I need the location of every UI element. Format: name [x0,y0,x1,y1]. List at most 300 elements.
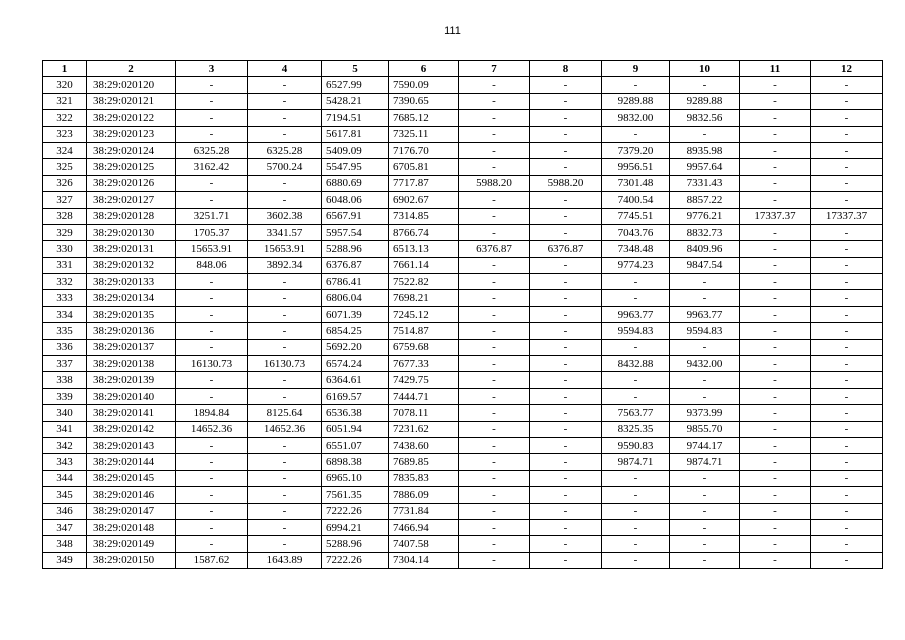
table-cell: - [530,192,602,208]
table-cell: 38:29:020123 [87,126,176,142]
table-cell: 9847.54 [670,257,740,273]
table-cell: - [176,388,248,404]
table-cell: - [248,77,322,93]
table-cell: 38:29:020130 [87,224,176,240]
column-header-4: 4 [248,61,322,77]
table-cell: - [670,519,740,535]
table-cell: 9590.83 [602,437,670,453]
table-cell: - [176,372,248,388]
table-cell: - [811,519,883,535]
table-cell: - [740,274,811,290]
table-cell: - [811,257,883,273]
table-cell: 7661.14 [389,257,459,273]
table-cell: 5700.24 [248,159,322,175]
column-header-12: 12 [811,61,883,77]
table-cell: - [459,159,530,175]
table-cell: - [811,306,883,322]
table-cell: 341 [43,421,87,437]
table-cell: 9594.83 [602,323,670,339]
table-cell: 5547.95 [322,159,389,175]
table-cell: - [176,519,248,535]
table-cell: - [530,110,602,126]
table-cell: - [459,339,530,355]
table-cell: - [602,552,670,568]
table-cell: 9289.88 [670,93,740,109]
table-cell: - [248,175,322,191]
table-cell: - [740,241,811,257]
table-cell: - [740,421,811,437]
table-cell: 7407.58 [389,536,459,552]
table-row [43,126,883,142]
table-row [43,552,883,568]
table-cell: 8766.74 [389,224,459,240]
table-body [43,77,883,569]
table-cell: - [740,454,811,470]
table-cell: 7698.21 [389,290,459,306]
table-cell: 7466.94 [389,519,459,535]
table-cell: 7304.14 [389,552,459,568]
table-cell: 6759.68 [389,339,459,355]
table-cell: - [176,536,248,552]
table-cell: - [176,437,248,453]
table-cell: - [176,175,248,191]
table-cell: - [670,536,740,552]
table-cell: - [740,175,811,191]
table-cell: - [248,192,322,208]
table-cell: - [459,306,530,322]
table-cell: 5288.96 [322,241,389,257]
table-cell: - [459,421,530,437]
table-cell: - [602,126,670,142]
table-cell: - [670,77,740,93]
table-cell: 14652.36 [176,421,248,437]
table-cell: 5617.81 [322,126,389,142]
table-cell: 38:29:020132 [87,257,176,273]
table-cell: 38:29:020147 [87,503,176,519]
table-cell: - [740,126,811,142]
table-cell: - [811,437,883,453]
table-cell: 6364.61 [322,372,389,388]
table-row [43,175,883,191]
table-row [43,93,883,109]
table-cell: - [459,356,530,372]
table-cell: - [670,274,740,290]
table-cell: - [530,503,602,519]
table-cell: - [602,290,670,306]
table-cell: - [176,290,248,306]
table-cell: - [530,388,602,404]
table-cell: - [176,110,248,126]
table-cell: 8325.35 [602,421,670,437]
table-row [43,208,883,224]
table-cell: 38:29:020148 [87,519,176,535]
table-cell: 38:29:020120 [87,77,176,93]
table-cell: 9774.23 [602,257,670,273]
table-row [43,339,883,355]
table-cell: 6898.38 [322,454,389,470]
table-cell: 8832.73 [670,224,740,240]
table-row [43,110,883,126]
table-cell: 9432.00 [670,356,740,372]
table-cell: 5409.09 [322,142,389,158]
table-cell: - [248,126,322,142]
table-cell: - [602,388,670,404]
table-cell: 38:29:020142 [87,421,176,437]
table-cell: 9832.56 [670,110,740,126]
table-cell: - [811,503,883,519]
table-cell: - [530,356,602,372]
table-row [43,372,883,388]
table-cell: 343 [43,454,87,470]
table-cell: - [176,339,248,355]
column-header-6: 6 [389,61,459,77]
table-cell: - [602,536,670,552]
table-cell: - [811,356,883,372]
table-cell: - [740,552,811,568]
table-cell: 7561.35 [322,487,389,503]
table-cell: - [811,470,883,486]
table-cell: 6376.87 [459,241,530,257]
table-cell: - [248,388,322,404]
table-cell: 1705.37 [176,224,248,240]
table-cell: - [459,77,530,93]
table-cell: 3251.71 [176,208,248,224]
table-cell: - [602,372,670,388]
table-cell: 7390.65 [389,93,459,109]
table-cell: 9957.64 [670,159,740,175]
table-cell: 326 [43,175,87,191]
table-row [43,356,883,372]
table-row [43,257,883,273]
table-cell: 16130.73 [176,356,248,372]
table-cell: 6854.25 [322,323,389,339]
table-cell: - [248,323,322,339]
table-cell: 7194.51 [322,110,389,126]
table-cell: - [670,339,740,355]
table-cell: 334 [43,306,87,322]
table-cell: 9776.21 [670,208,740,224]
table-cell: - [740,470,811,486]
table-header-row [43,61,883,77]
table-cell: - [602,487,670,503]
table-cell: 38:29:020136 [87,323,176,339]
table-cell: 8432.88 [602,356,670,372]
table-cell: 38:29:020138 [87,356,176,372]
table-cell: - [459,536,530,552]
table-cell: 5988.20 [459,175,530,191]
table-cell: - [670,126,740,142]
table-cell: 38:29:020135 [87,306,176,322]
table-cell: 1587.62 [176,552,248,568]
table-cell: 344 [43,470,87,486]
table-cell: 333 [43,290,87,306]
table-cell: 6513.13 [389,241,459,257]
column-header-7: 7 [459,61,530,77]
table-cell: 17337.37 [740,208,811,224]
table-cell: - [459,142,530,158]
column-header-5: 5 [322,61,389,77]
table-cell: 323 [43,126,87,142]
table-cell: - [740,519,811,535]
table-cell: 7429.75 [389,372,459,388]
table-cell: - [530,454,602,470]
table-cell: 9963.77 [670,306,740,322]
table-row [43,290,883,306]
table-cell: 7231.62 [389,421,459,437]
table-cell: 7590.09 [389,77,459,93]
column-header-11: 11 [740,61,811,77]
table-cell: - [459,552,530,568]
table-cell: 9855.70 [670,421,740,437]
table-cell: 9744.17 [670,437,740,453]
table-cell: 6536.38 [322,405,389,421]
page-number: 111 [444,25,461,37]
table-cell: - [811,274,883,290]
table-cell: 5288.96 [322,536,389,552]
table-cell: - [670,487,740,503]
table-cell: 38:29:020122 [87,110,176,126]
table-cell: 9874.71 [670,454,740,470]
table-cell: 338 [43,372,87,388]
table-cell: - [248,470,322,486]
table-cell: - [176,306,248,322]
table-cell: - [602,519,670,535]
table-cell: - [459,290,530,306]
table-cell: 38:29:020126 [87,175,176,191]
table-cell: 6880.69 [322,175,389,191]
table-cell: 7222.26 [322,552,389,568]
table-cell: - [530,421,602,437]
table-cell: - [248,93,322,109]
table-cell: - [740,142,811,158]
table-cell: 38:29:020121 [87,93,176,109]
table-cell: 330 [43,241,87,257]
table-cell: 331 [43,257,87,273]
table-cell: - [459,454,530,470]
table-cell: 848.06 [176,257,248,273]
table-cell: 7222.26 [322,503,389,519]
table-row [43,536,883,552]
table-cell: - [670,372,740,388]
table-cell: - [811,110,883,126]
table-cell: 38:29:020134 [87,290,176,306]
table-cell: 3602.38 [248,208,322,224]
table-cell: - [740,356,811,372]
table-cell: - [740,437,811,453]
table-cell: 9963.77 [602,306,670,322]
table-cell: 7677.33 [389,356,459,372]
table-cell: - [530,93,602,109]
table-cell: 7438.60 [389,437,459,453]
table-cell: - [530,470,602,486]
table-cell: 345 [43,487,87,503]
table-cell: 340 [43,405,87,421]
table-cell: - [176,93,248,109]
table-cell: - [459,519,530,535]
table-cell: - [530,552,602,568]
table-cell: 337 [43,356,87,372]
table-cell: - [670,552,740,568]
table-cell: 38:29:020139 [87,372,176,388]
table-cell: - [811,290,883,306]
table-cell: - [811,241,883,257]
table-row [43,142,883,158]
table-cell: - [248,290,322,306]
table-cell: - [811,339,883,355]
table-cell: - [459,93,530,109]
table-cell: 7078.11 [389,405,459,421]
table-row [43,323,883,339]
column-header-9: 9 [602,61,670,77]
table-cell: - [811,372,883,388]
table-cell: 322 [43,110,87,126]
column-header-10: 10 [670,61,740,77]
column-header-2: 2 [87,61,176,77]
table-cell: - [811,388,883,404]
table-cell: 6806.04 [322,290,389,306]
table-cell: - [811,77,883,93]
table-cell: - [740,77,811,93]
table-row [43,405,883,421]
table-cell: 38:29:020137 [87,339,176,355]
table-cell: 6169.57 [322,388,389,404]
table-cell: 9289.88 [602,93,670,109]
table-cell: 7835.83 [389,470,459,486]
table-cell: - [670,290,740,306]
table-cell: 7176.70 [389,142,459,158]
table-cell: 335 [43,323,87,339]
table-row [43,454,883,470]
table-cell: 3162.42 [176,159,248,175]
table-cell: 7301.48 [602,175,670,191]
table-row [43,388,883,404]
table-row [43,192,883,208]
table-cell: 7886.09 [389,487,459,503]
table-cell: 7689.85 [389,454,459,470]
table-cell: - [811,142,883,158]
table-cell: 336 [43,339,87,355]
table-cell: - [459,388,530,404]
table-row [43,503,883,519]
table-cell: 17337.37 [811,208,883,224]
table-cell: - [740,388,811,404]
table-cell: - [740,339,811,355]
table-cell: 332 [43,274,87,290]
table-cell: - [530,257,602,273]
table-cell: - [530,224,602,240]
table-cell: 7522.82 [389,274,459,290]
table-cell: - [602,77,670,93]
table-cell: 7400.54 [602,192,670,208]
table-cell: 38:29:020125 [87,159,176,175]
table-cell: - [459,192,530,208]
table-cell: - [459,470,530,486]
table-cell: 6376.87 [322,257,389,273]
table-cell: - [176,192,248,208]
table-cell: 6574.24 [322,356,389,372]
table-cell: - [811,323,883,339]
table-cell: - [459,110,530,126]
table-cell: 7563.77 [602,405,670,421]
table-cell: 7685.12 [389,110,459,126]
table-cell: - [459,437,530,453]
table-cell: - [602,470,670,486]
table-cell: - [740,290,811,306]
table-cell: 7444.71 [389,388,459,404]
table-cell: 38:29:020145 [87,470,176,486]
table-cell: - [740,257,811,273]
table-cell: - [530,405,602,421]
table-cell: 6051.94 [322,421,389,437]
table-cell: 325 [43,159,87,175]
column-header-8: 8 [530,61,602,77]
table-cell: 328 [43,208,87,224]
table-cell: 6994.21 [322,519,389,535]
table-cell: - [740,224,811,240]
table-cell: - [459,372,530,388]
table-cell: - [811,536,883,552]
table-cell: 6527.99 [322,77,389,93]
table-cell: - [459,126,530,142]
table-cell: - [530,208,602,224]
table-cell: - [530,274,602,290]
table-cell: 7325.11 [389,126,459,142]
table-cell: - [530,536,602,552]
column-header-3: 3 [176,61,248,77]
table-cell: 6567.91 [322,208,389,224]
table-cell: - [811,421,883,437]
table-cell: - [248,274,322,290]
table-cell: - [459,257,530,273]
table-cell: 9832.00 [602,110,670,126]
table-row [43,437,883,453]
table-cell: 6705.81 [389,159,459,175]
table-cell: 38:29:020133 [87,274,176,290]
table-cell: - [176,274,248,290]
table-cell: 38:29:020131 [87,241,176,257]
table-cell: - [530,372,602,388]
table-cell: - [248,306,322,322]
table-cell: 7717.87 [389,175,459,191]
table-cell: 321 [43,93,87,109]
table-cell: 8409.96 [670,241,740,257]
table-cell: - [248,110,322,126]
table-cell: 5988.20 [530,175,602,191]
table-row [43,306,883,322]
table-cell: 15653.91 [176,241,248,257]
table-cell: 7348.48 [602,241,670,257]
table-cell: 6325.28 [176,142,248,158]
table-cell: 6902.67 [389,192,459,208]
table-cell: - [530,142,602,158]
table-row [43,274,883,290]
table-cell: - [248,503,322,519]
table-cell: 6965.10 [322,470,389,486]
table-cell: 339 [43,388,87,404]
table-cell: - [176,454,248,470]
table-cell: 14652.36 [248,421,322,437]
table-cell: - [248,454,322,470]
table-cell: 38:29:020128 [87,208,176,224]
table-cell: 38:29:020146 [87,487,176,503]
table-cell: - [811,126,883,142]
table-cell: 9956.51 [602,159,670,175]
table-cell: 347 [43,519,87,535]
table-cell: 15653.91 [248,241,322,257]
table-cell: - [740,192,811,208]
table-cell: - [248,536,322,552]
table-cell: - [670,470,740,486]
